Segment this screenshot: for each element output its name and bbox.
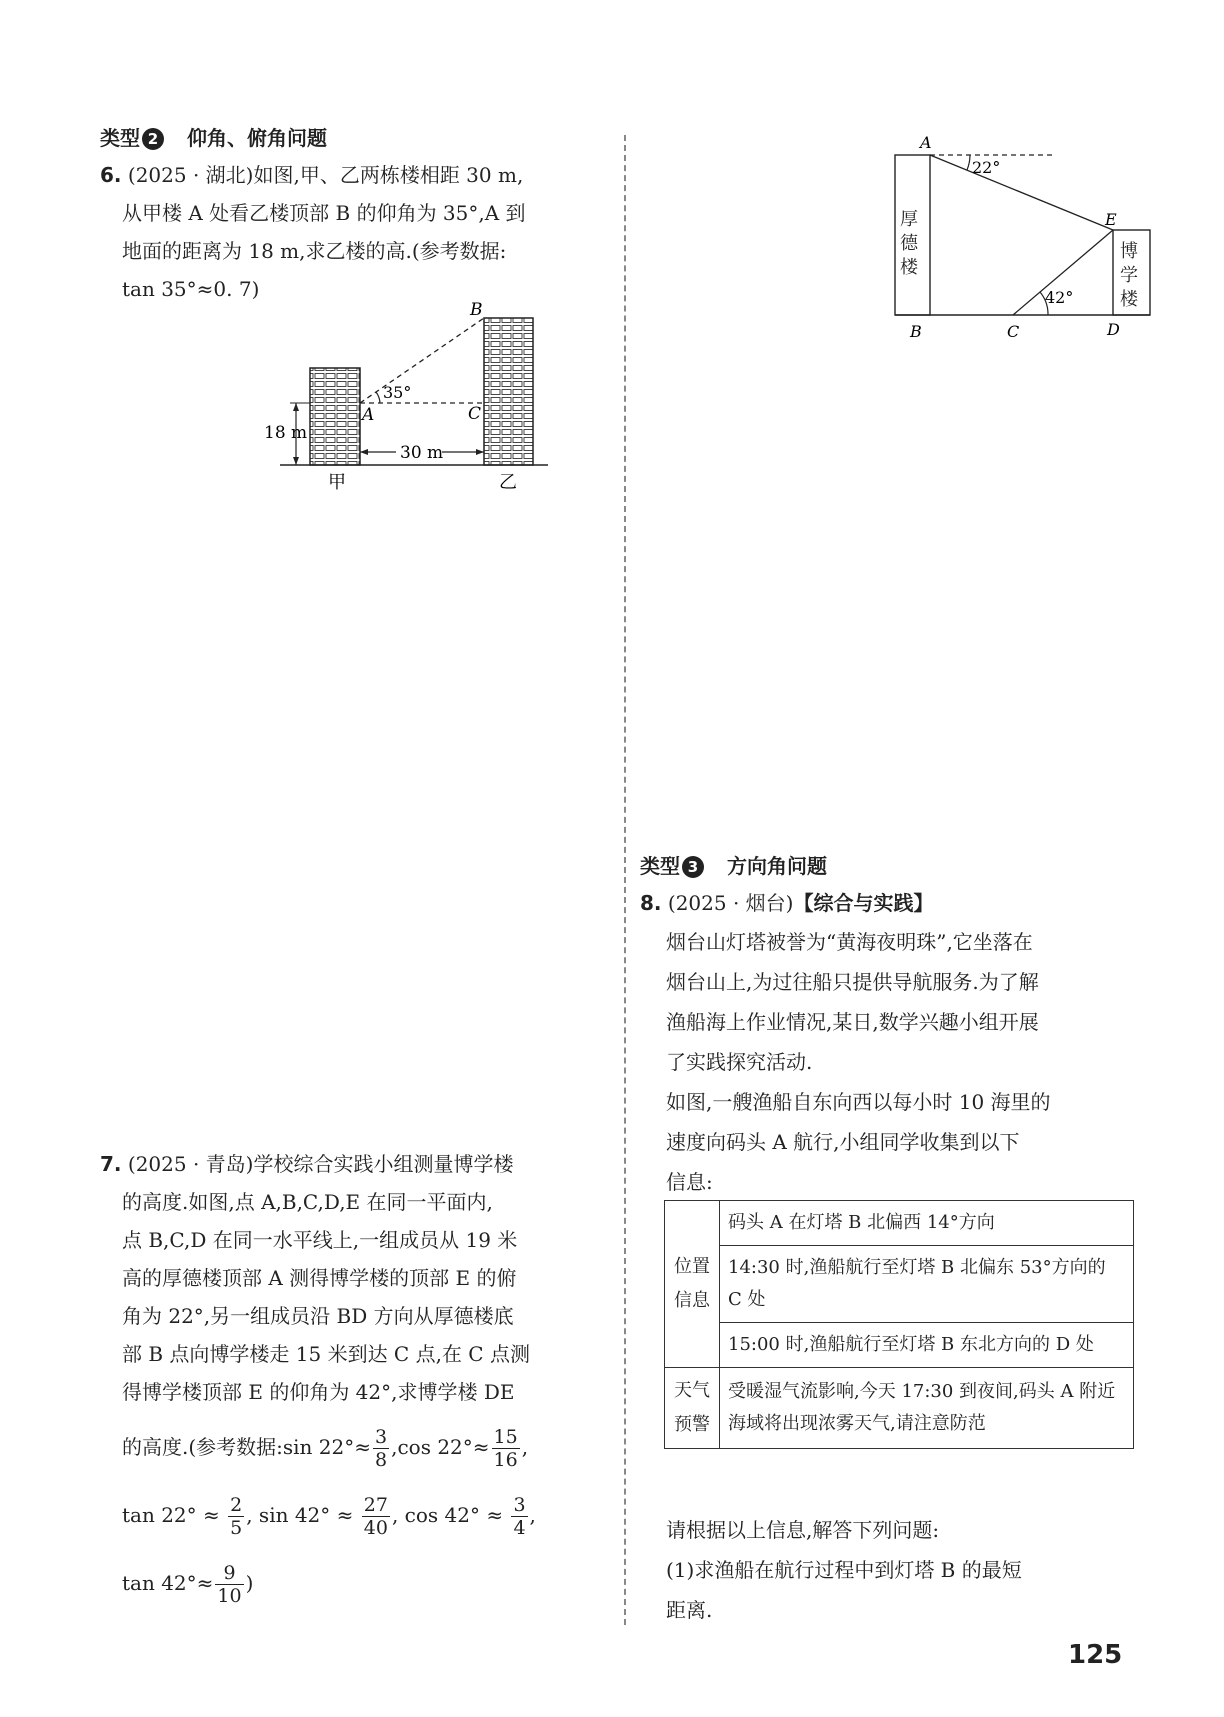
page-number: 125 xyxy=(1068,1640,1123,1670)
fig7-angle-42: 42° xyxy=(1045,288,1074,307)
q8-after-1: 请根据以上信息,解答下列问题: xyxy=(666,1518,940,1542)
question-8-number: 8 xyxy=(640,891,654,915)
q8-after-2: (1)求渔船在航行过程中到灯塔 B 的最短 xyxy=(666,1558,1022,1582)
building-yi xyxy=(484,318,533,465)
q6-line-2: 从甲楼 A 处看乙楼顶部 B 的仰角为 35°,A 到 xyxy=(122,201,526,225)
info-table xyxy=(664,1200,1134,1449)
q7-line-2: 的高度.如图,点 A,B,C,D,E 在同一平面内, xyxy=(122,1190,493,1214)
table-header-position: 位置信息 xyxy=(665,1201,720,1368)
fig7-label-A: A xyxy=(920,133,932,152)
building-jia xyxy=(310,368,360,465)
q7-line-5: 角为 22°,另一组成员沿 BD 方向从厚德楼底 xyxy=(122,1304,514,1328)
q7-ref-3: tan 42°≈ $\frac{9}{10}$ ) xyxy=(122,1562,254,1607)
table-cell-r2: 14:30 时,渔船航行至灯塔 B 北偏东 53°方向的 C 处 xyxy=(720,1246,1134,1323)
q6-line-4: tan 35°≈0. 7) xyxy=(122,277,260,301)
table-cell-r1: 码头 A 在灯塔 B 北偏西 14°方向 xyxy=(720,1201,1134,1246)
label-C: C xyxy=(468,404,482,424)
q7-line-1: (2025 · 青岛)学校综合实践小组测量博学楼 xyxy=(127,1152,514,1176)
q7-line-3: 点 B,C,D 在同一水平线上,一组成员从 19 米 xyxy=(122,1228,518,1252)
fig7-label-E: E xyxy=(1105,210,1117,229)
q8-line-4: 了实践探究活动. xyxy=(666,1050,813,1074)
label-height: 18 m xyxy=(264,423,308,443)
q8-after xyxy=(640,1510,1022,1630)
q6-figure xyxy=(264,300,570,540)
q7-line-7: 得博学楼顶部 E 的仰角为 42°,求博学楼 DE xyxy=(122,1380,515,1404)
question-7: 7. (2025 · 青岛)学校综合实践小组测量博学楼 的高度.如图,点 A,B,C,D,E 在同一平面内, 点 B,C,D 在同一水平线上,一组成员从 19 米 高的厚德楼顶部 A 测得博学楼的顶部 E 的俯 角为 22°,另一组成员沿 BD 方向从厚德楼底 部 B 点向博学楼走 15 米到达 C 点,在 C 点测 得博学楼顶部 E 的仰角为 42°,求博学楼 DE 的高度.(参考数据:sin 22°≈ $\frac{3}{8}$ ,cos 22°≈ $\frac{15}{16}$ , tan 22° ≈ $\frac{2}{5}$ , sin 42° ≈ $\frac{27}{40}$ , cos 42° ≈ $\frac{3}{4}$ , tan 42°≈ $\frac{9}{10}$ ) xyxy=(100,1145,536,1613)
section-3-title: 类型 3 方向角问题 xyxy=(640,854,827,878)
q8-line-7: 信息: xyxy=(666,1170,713,1194)
q8-line-5: 如图,一艘渔船自东向西以每小时 10 海里的 xyxy=(666,1090,1051,1114)
fig7-building-name-boxue: 博学楼 xyxy=(1120,241,1138,310)
question-7-number: 7 xyxy=(100,1152,114,1176)
question-6-number: 6 xyxy=(100,163,114,187)
fig7-label-C: C xyxy=(1007,322,1020,341)
label-angle: 35° xyxy=(383,383,412,402)
table-header-weather: 天气预警 xyxy=(665,1368,720,1449)
section-2-title: 类型 2 仰角、俯角问题 xyxy=(100,126,327,150)
q6-line-3: 地面的距离为 18 m,求乙楼的高.(参考数据: xyxy=(122,239,507,263)
label-B: B xyxy=(470,300,483,320)
q8-tag: 【综合与实践】 xyxy=(793,891,934,915)
q6-line-1: (2025 · 湖北)如图,甲、乙两栋楼相距 30 m, xyxy=(127,163,524,187)
q8-after-3: 距离. xyxy=(666,1598,713,1622)
number-badge: 3 xyxy=(682,856,704,878)
q7-ref-2: tan 22° ≈ $\frac{2}{5}$ , sin 42° ≈ $\frac{27}{40}$ , cos 42° ≈ $\frac{3}{4}$ , xyxy=(122,1494,536,1539)
q8-line-1: 烟台山灯塔被誉为“黄海夜明珠”,它坐落在 xyxy=(666,930,1033,954)
question-6: 6. (2025 · 湖北)如图,甲、乙两栋楼相距 30 m, 从甲楼 A 处看乙楼顶部 B 的仰角为 35°,A 到 地面的距离为 18 m,求乙楼的高.(参考数据: tan 35°≈0. 7) xyxy=(100,156,526,308)
fig7-building-name-houde: 厚德楼 xyxy=(900,209,918,278)
q8-line-2: 烟台山上,为过往船只提供导航服务.为了解 xyxy=(666,970,1039,994)
label-jia: 甲 xyxy=(328,472,346,493)
column-divider xyxy=(624,135,626,1625)
number-badge: 2 xyxy=(142,128,164,150)
label-yi: 乙 xyxy=(499,472,517,493)
fig7-angle-22: 22° xyxy=(972,158,1001,177)
q8-line-6: 速度向码头 A 航行,小组同学收集到以下 xyxy=(666,1130,1020,1154)
label-A: A xyxy=(362,405,375,425)
q8-line-3: 渔船海上作业情况,某日,数学兴趣小组开展 xyxy=(666,1010,1039,1034)
q7-line-4: 高的厚德楼顶部 A 测得博学楼的顶部 E 的俯 xyxy=(122,1266,517,1290)
q7-ref-1: 的高度.(参考数据:sin 22°≈ $\frac{3}{8}$ ,cos 22°≈ $\frac{15}{16}$ , xyxy=(122,1426,529,1471)
label-distance: 30 m xyxy=(400,443,444,463)
fig7-label-D: D xyxy=(1107,320,1120,339)
q7-line-6: 部 B 点向博学楼走 15 米到达 C 点,在 C 点测 xyxy=(122,1342,530,1366)
fig7-label-B: B xyxy=(910,322,922,341)
table-cell-r3: 15:00 时,渔船航行至灯塔 B 东北方向的 D 处 xyxy=(720,1323,1134,1368)
table-cell-r4: 受暖湿气流影响,今天 17:30 到夜间,码头 A 附近海域将出现浓雾天气,请注意防范 xyxy=(720,1368,1134,1449)
question-8: 8. (2025 · 烟台)【综合与实践】 烟台山灯塔被誉为“黄海夜明珠”,它坐落在 烟台山上,为过往船只提供导航服务.为了解 渔船海上作业情况,某日,数学兴趣小组开展 了实践探究活动. 如图,一艘渔船自东向西以每小时 10 海里的 速度向码头 A 航行,小组同学收集到以下 信息: xyxy=(640,884,1051,1202)
